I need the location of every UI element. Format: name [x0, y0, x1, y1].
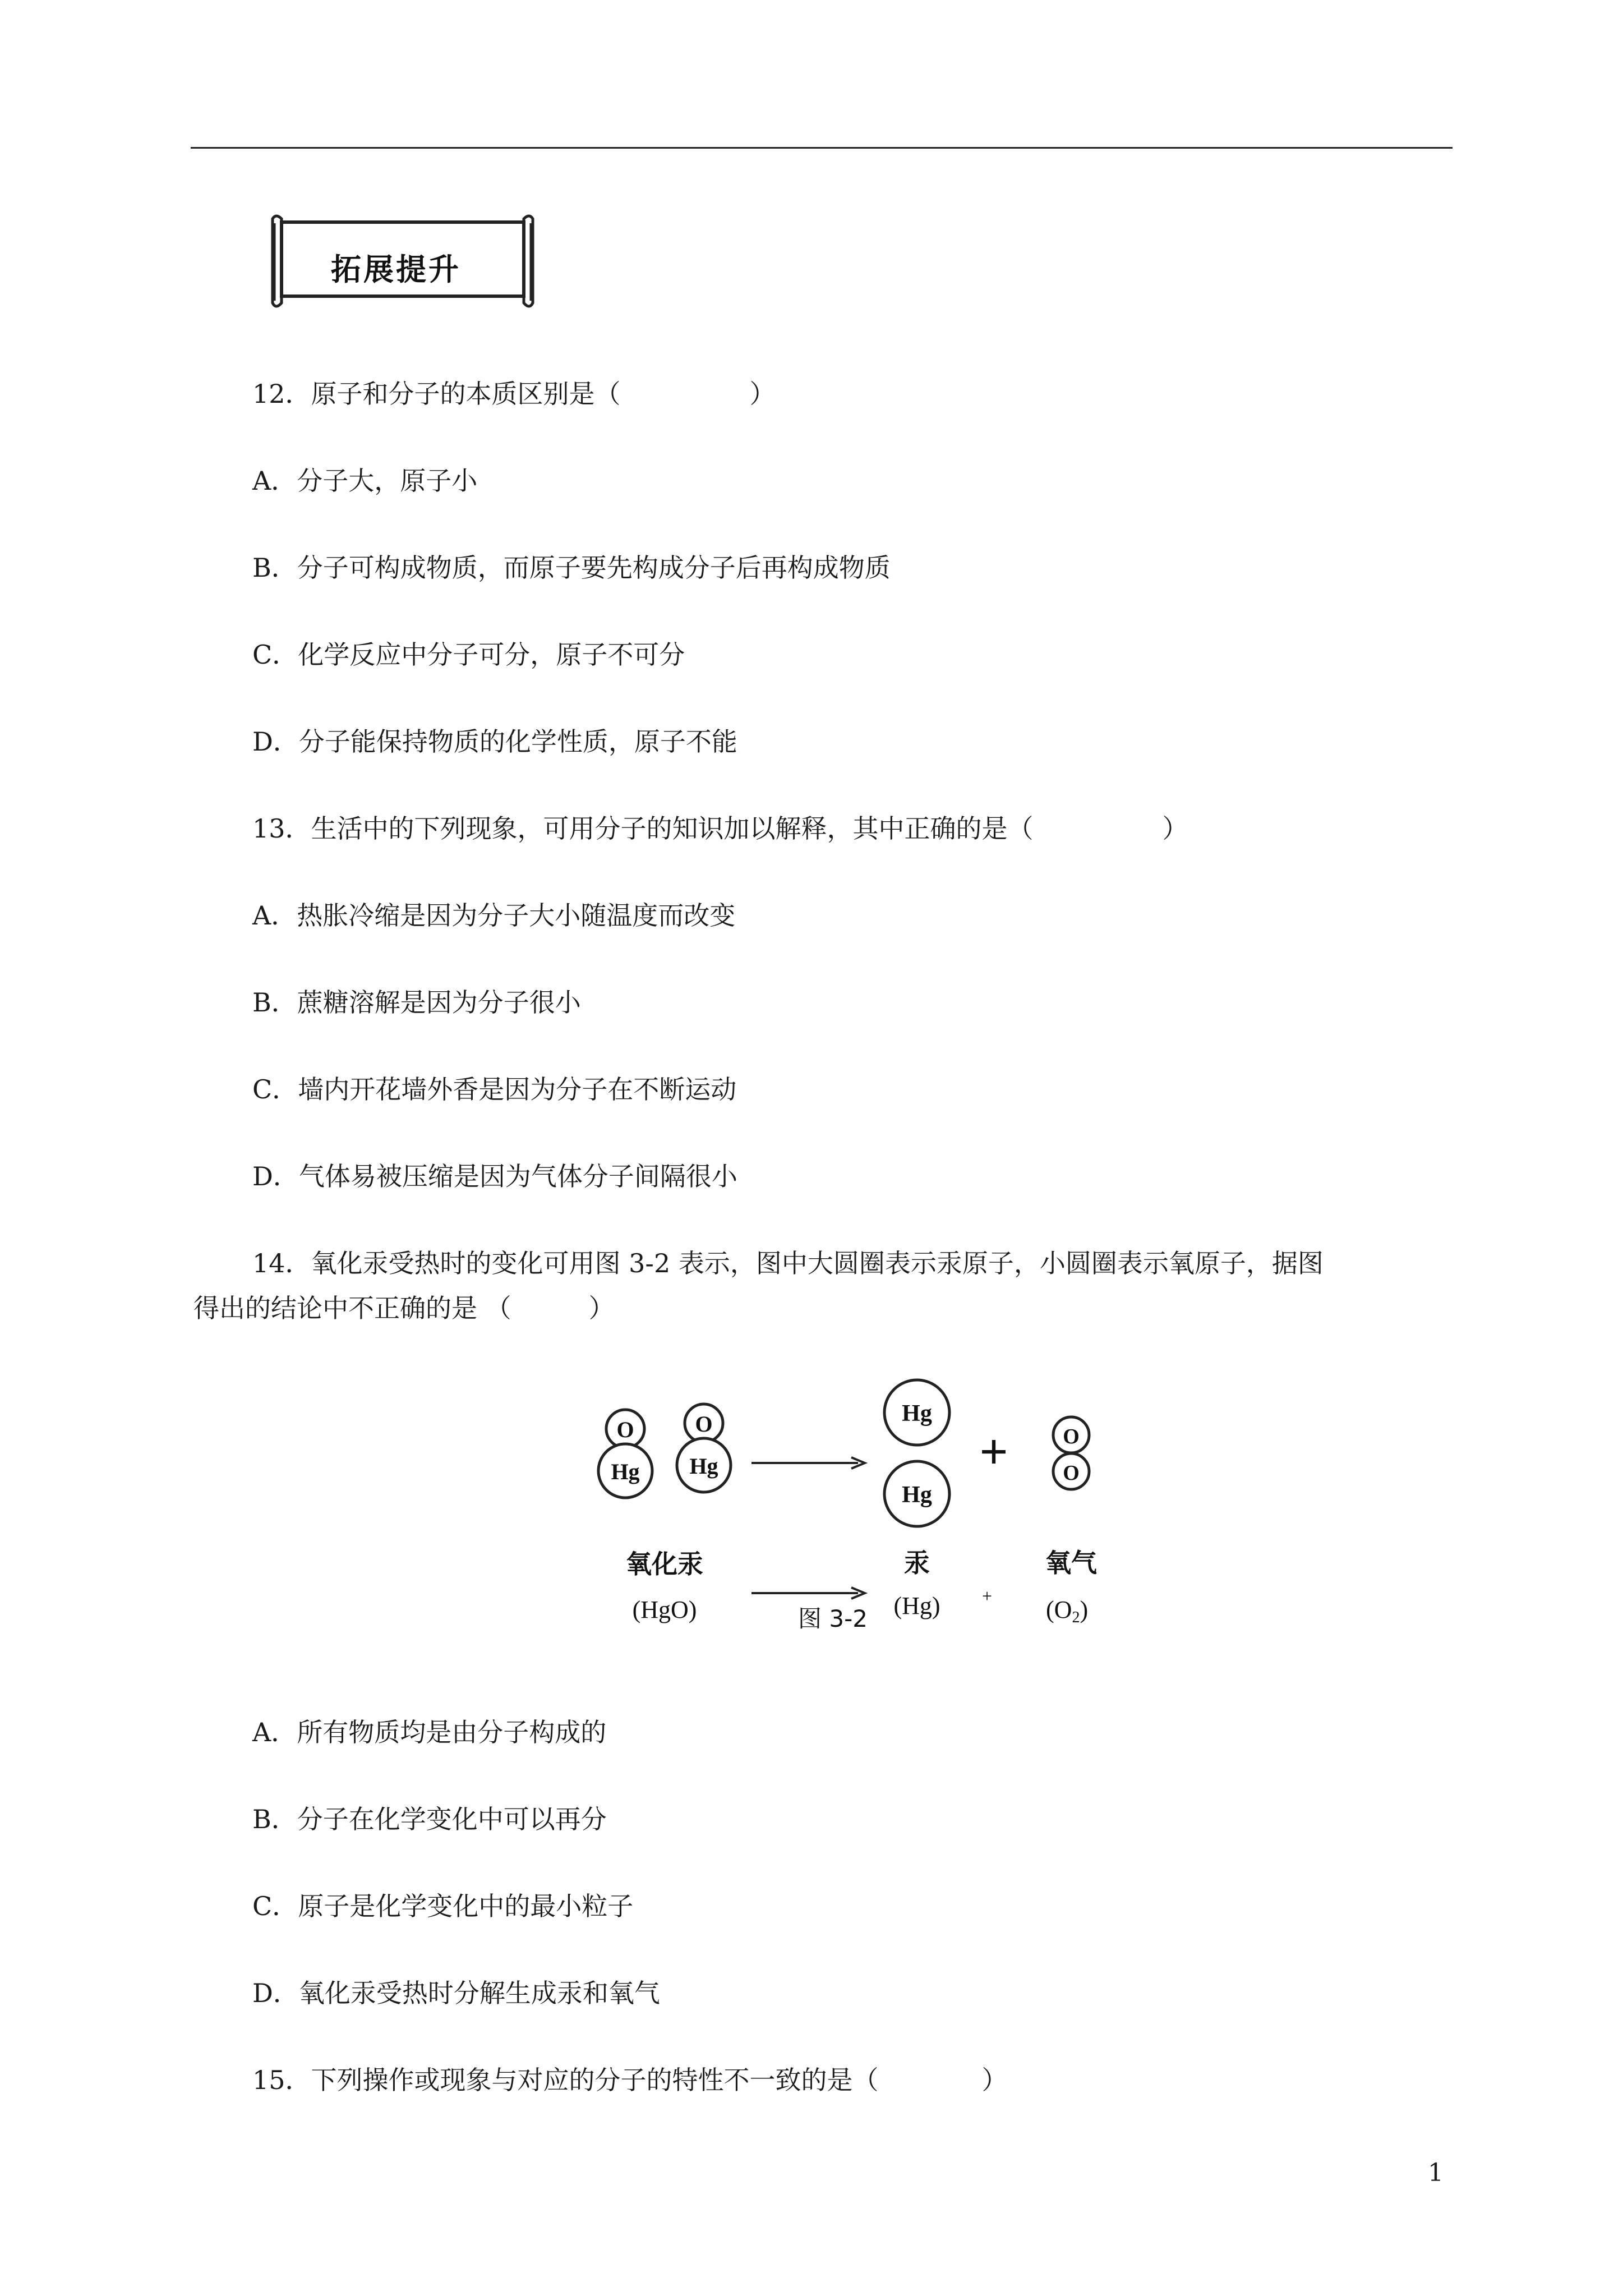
figure-label-mercury-oxide: 氧化汞: [626, 1549, 703, 1579]
question-13-stem: 13．生活中的下列现象，可用分子的知识加以解释，其中正确的是（ ）: [252, 813, 1188, 844]
figure-formula-hg: (Hg): [893, 1592, 940, 1619]
question-12-option-d: D．分子能保持物质的化学性质，原子不能: [252, 726, 737, 757]
question-14-option-d: D．氧化汞受热时分解生成汞和氧气: [252, 1978, 660, 2008]
figure-reaction-arrow-top: [751, 1457, 865, 1469]
question-14-stem-line1: 14．氧化汞受热时的变化可用图 3-2 表示，图中大圆圈表示汞原子，小圆圈表示氧原子，据图: [252, 1248, 1324, 1278]
figure-mercury-oxide-decomposition: [583, 1369, 1110, 1655]
question-14-option-c: C．原子是化学变化中的最小粒子: [252, 1891, 634, 1921]
figure-atom-hg-1: Hg: [611, 1459, 640, 1484]
figure-caption: 图 3-2: [798, 1605, 868, 1632]
header-rule: [191, 147, 1453, 149]
question-12-option-c: C．化学反应中分子可分，原子不可分: [252, 639, 685, 670]
question-13-option-a: A．热胀冷缩是因为分子大小随温度而改变: [252, 900, 736, 931]
question-13-option-c: C．墙内开花墙外香是因为分子在不断运动: [252, 1074, 737, 1105]
question-13-option-d: D．气体易被压缩是因为气体分子间隔很小: [252, 1161, 737, 1191]
figure-reaction-arrow-bottom: [751, 1588, 865, 1599]
question-12-option-a: A．分子大，原子小: [252, 466, 478, 496]
figure-label-oxygen: 氧气: [1045, 1548, 1097, 1578]
question-15-stem: 15．下列操作或现象与对应的分子的特性不一致的是（ ）: [252, 2065, 1008, 2095]
question-14-option-a: A．所有物质均是由分子构成的: [252, 1717, 607, 1747]
figure-plus-big: +: [979, 1424, 1008, 1480]
question-12-option-b: B．分子可构成物质，而原子要先构成分子后再构成物质: [252, 553, 891, 583]
figure-atom-hg-4: Hg: [902, 1482, 932, 1508]
figure-atom-o-3: O: [1063, 1425, 1080, 1448]
figure-atom-o-2: O: [695, 1411, 713, 1437]
figure-atom-hg-3: Hg: [902, 1401, 932, 1427]
question-13-option-b: B．蔗糖溶解是因为分子很小: [252, 987, 581, 1018]
question-14-stem-line2: 得出的结论中不正确的是 （ ）: [193, 1293, 615, 1323]
figure-atom-o-4: O: [1063, 1461, 1080, 1485]
page-number: 1: [1428, 2159, 1444, 2187]
figure-plus-small: +: [981, 1586, 993, 1606]
question-14-option-b: B．分子在化学变化中可以再分: [252, 1804, 607, 1834]
figure-atom-o-1: O: [616, 1417, 634, 1442]
question-12-stem: 12．原子和分子的本质区别是（ ）: [252, 379, 776, 409]
figure-formula-o2: (O2): [1046, 1596, 1089, 1626]
figure-formula-hgo: (HgO): [632, 1596, 697, 1623]
figure-label-mercury: 汞: [904, 1548, 930, 1578]
section-banner-label: 拓展提升: [331, 252, 461, 287]
figure-atom-hg-2: Hg: [689, 1453, 718, 1479]
